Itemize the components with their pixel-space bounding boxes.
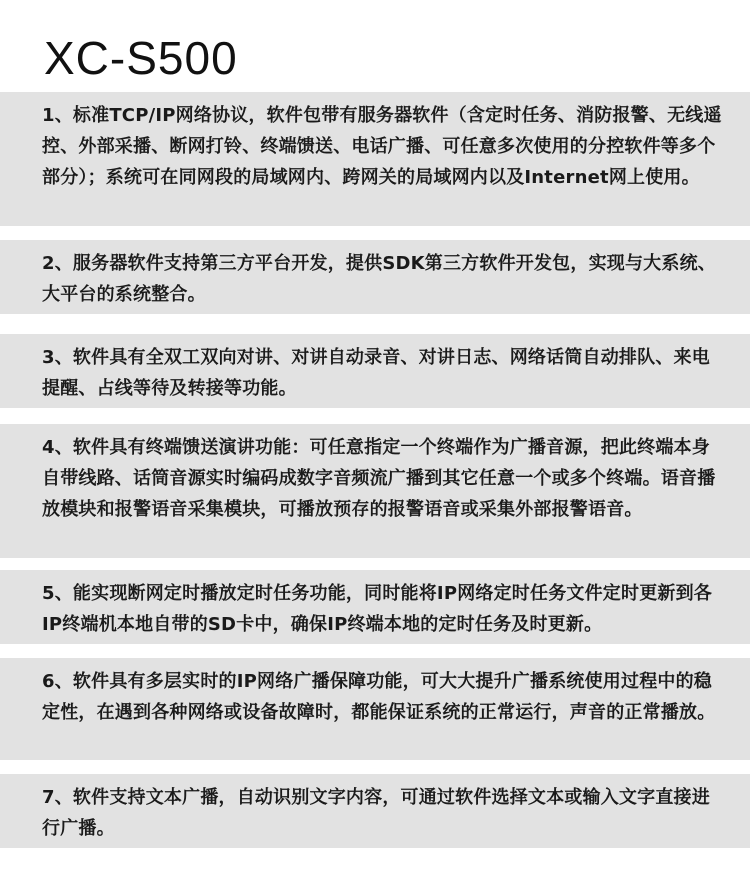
feature-text: 2、服务器软件支持第三方平台开发，提供SDK第三方软件开发包，实现与大系统、大平台的系统整合。 — [42, 253, 716, 305]
feature-text: 1、标准TCP/IP网络协议，软件包带有服务器软件（含定时任务、消防报警、无线遥控、外部采播、断网打铃、终端馈送、电话广播、可任意多次使用的分控软件等多个部分）；系统可在同网段的局域网内、跨网关的局域网内以及Internet网上使用。 — [42, 105, 722, 188]
page-title: XC-S500 — [44, 32, 238, 84]
feature-item-2 — [0, 240, 750, 314]
feature-text: 5、能实现断网定时播放定时任务功能，同时能将IP网络定时任务文件定时更新到各IP终端机本地自带的SD卡中，确保IP终端本地的定时任务及时更新。 — [42, 583, 713, 635]
feature-item-3 — [0, 334, 750, 408]
feature-text: 7、软件支持文本广播，自动识别文字内容，可通过软件选择文本或输入文字直接进行广播。 — [42, 787, 710, 839]
feature-text: 4、软件具有终端馈送演讲功能：可任意指定一个终端作为广播音源，把此终端本身自带线路、话筒音源实时编码成数字音频流广播到其它任意一个或多个终端。语音播放模块和报警语音采集模块，可播放预存的报警语音或采集外部报警语音。 — [42, 437, 716, 520]
feature-text: 6、软件具有多层实时的IP网络广播保障功能，可大大提升广播系统使用过程中的稳定性，在遇到各种网络或设备故障时，都能保证系统的正常运行，声音的正常播放。 — [42, 671, 716, 723]
feature-text: 3、软件具有全双工双向对讲、对讲自动录音、对讲日志、网络话筒自动排队、来电提醒、占线等待及转接等功能。 — [42, 347, 710, 399]
feature-item-7 — [0, 774, 750, 848]
feature-item-4 — [0, 424, 750, 558]
feature-item-5 — [0, 570, 750, 644]
feature-item-1 — [0, 92, 750, 226]
feature-item-6 — [0, 658, 750, 760]
